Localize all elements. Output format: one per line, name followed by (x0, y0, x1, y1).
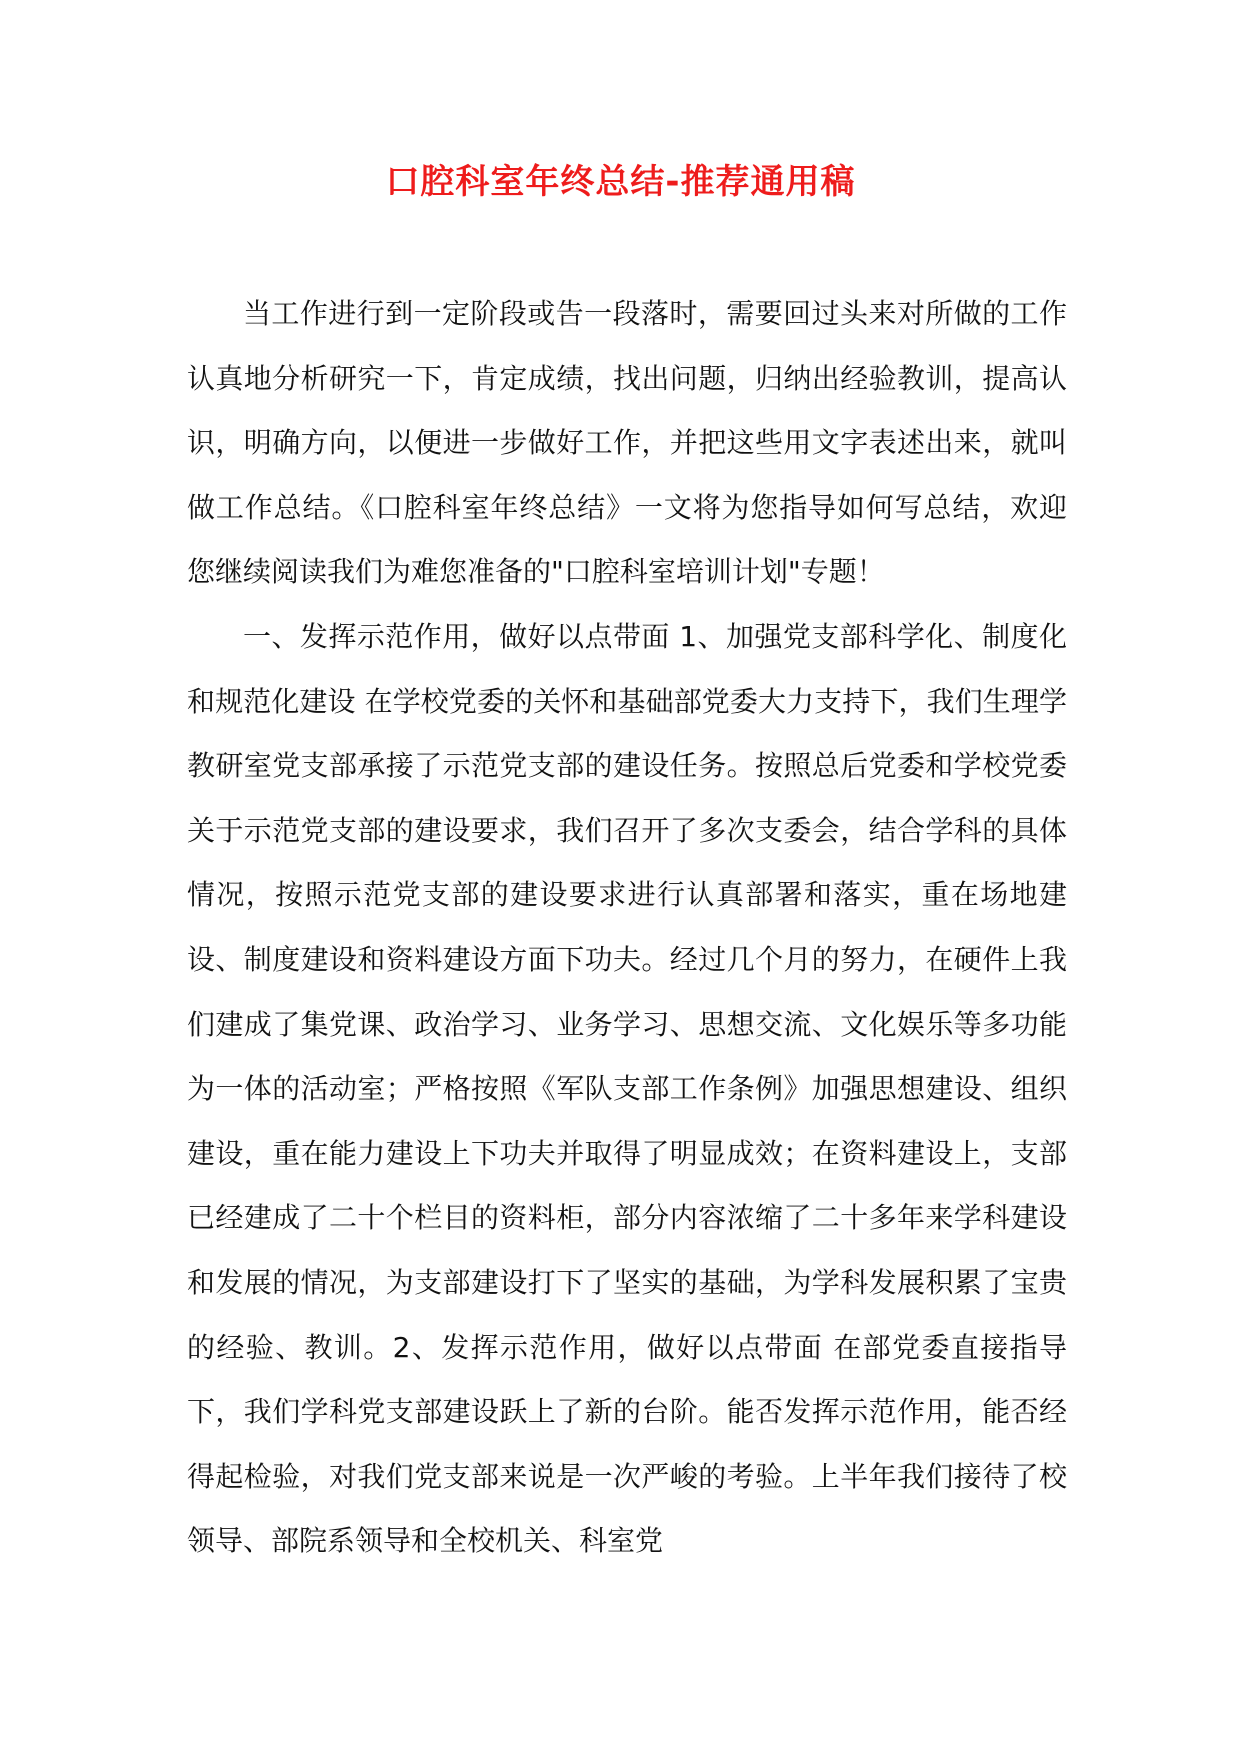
document-title: 口腔科室年终总结-推荐通用稿 (385, 162, 856, 202)
document-body (187, 282, 1067, 1574)
paragraph-section-one: 一、发挥示范作用，做好以点带面 1、加强党支部科学化、制度化和规范化建设 在学校党委的关怀和基础部党委大力支持下，我们生理学教研室党支部承接了示范党支部的建设任务。按照总后党委和学校党委关于示范党支部的建设要求，我们召开了多次支委会，结合学科的具体情况，按照示范党支部的建设要求进行认真部署和落实，重在场地建设、制度建设和资料建设方面下功夫。经过几个月的努力，在硬件上我们建成了集党课、政治学习、业务学习、思想交流、文化娱乐等多功能为一体的活动室；严格按照《军队支部工作条例》加强思想建设、组织建设，重在能力建设上下功夫并取得了明显成效；在资料建设上，支部已经建成了二十个栏目的资料柜，部分内容浓缩了二十多年来学科建设和发展的情况，为支部建设打下了坚实的基础，为学科发展积累了宝贵的经验、教训。2、发挥示范作用，做好以点带面 在部党委直接指导下，我们学科党支部建设跃上了新的台阶。能否发挥示范作用，能否经得起检验，对我们党支部来说是一次严峻的考验。上半年我们接待了校领导、部院系领导和全校机关、科室党 (187, 619, 1067, 1558)
paragraph-intro: 当工作进行到一定阶段或告一段落时，需要回过头来对所做的工作认真地分析研究一下，肯定成绩，找出问题，归纳出经验教训，提高认识，明确方向，以便进一步做好工作，并把这些用文字表述出来，就叫做工作总结。《口腔科室年终总结》一文将为您指导如何写总结，欢迎您继续阅读我们为难您准备的"口腔科室培训计划"专题！ (187, 297, 1067, 589)
